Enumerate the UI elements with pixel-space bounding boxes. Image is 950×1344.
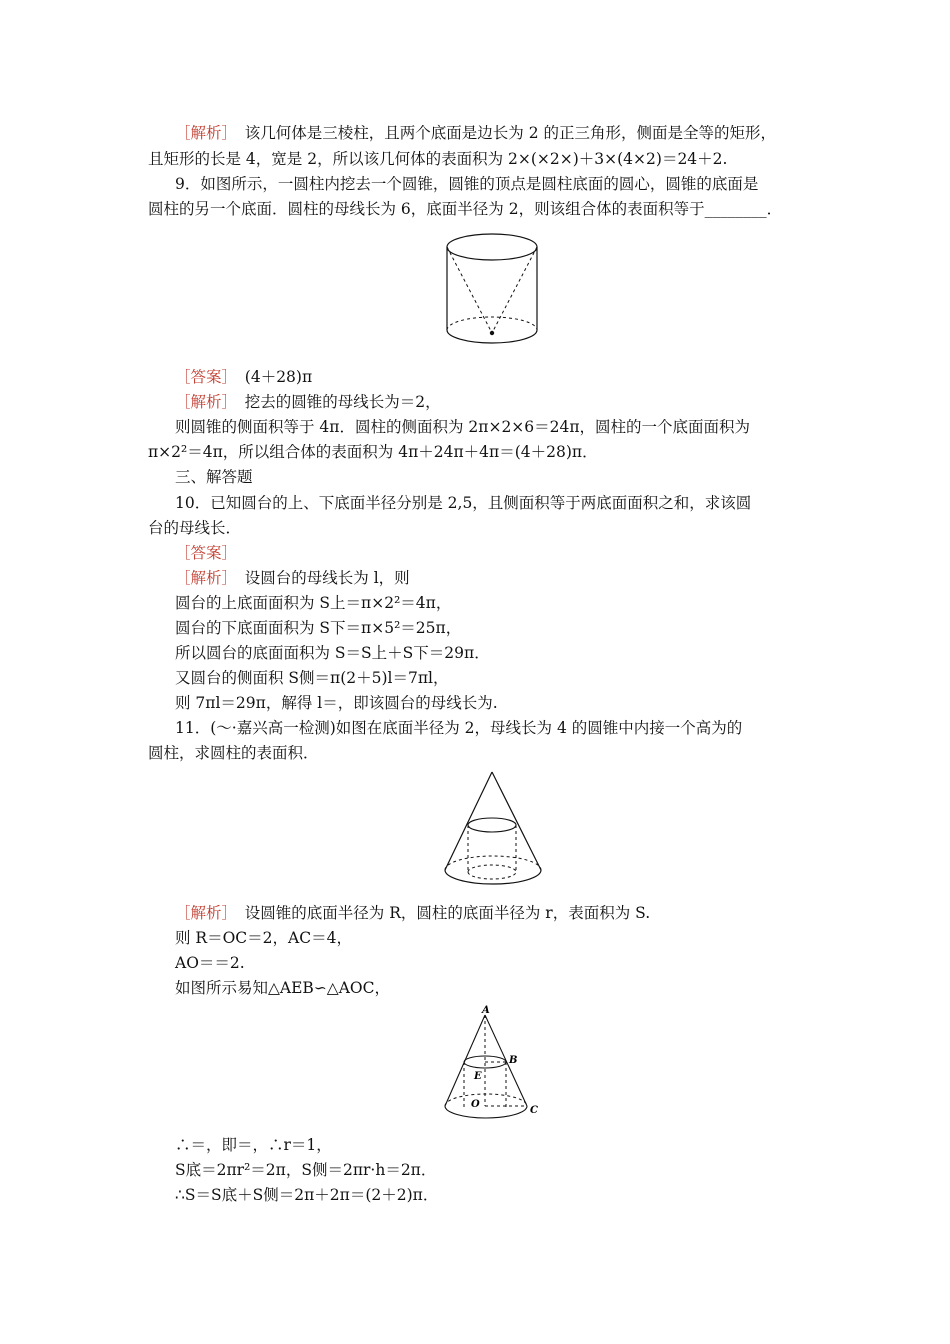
analysis-11-line-2: 则 R＝OC＝2，AC＝4， [175,929,352,947]
analysis-11-line-5: ∴＝，即＝，∴r＝1， [175,1136,332,1154]
analysis-line-1 [175,124,776,142]
label-o: O [471,1099,480,1110]
analysis-tag: ［解析］ [175,569,230,587]
cone-cylinder-figure [440,768,550,890]
question-11-line-2: 圆柱，求圆柱的表面积． [148,744,319,762]
analysis-tag: ［解析］ [175,904,230,922]
analysis-10-line-2: 圆台的上底面面积为 S上＝π×2²＝4π， [175,594,452,612]
analysis-tag: ［解析］ [175,393,230,411]
label-b: B [509,1055,518,1066]
analysis-9-line-2: 则圆锥的侧面积等于 4π．圆柱的侧面积为 2π×2×6＝24π，圆柱的一个底面面积为 [175,418,751,436]
analysis-tag: ［解析］ [175,124,230,142]
label-c: C [530,1105,538,1116]
label-e: E [474,1071,482,1082]
answer-tag: ［答案］ [175,368,230,386]
analysis-9-text: 挖去的圆锥的母线长为＝2， [244,393,441,411]
analysis-9-line-1 [175,393,441,411]
question-10-line-2: 台的母线长． [148,519,242,537]
labeled-cone-figure [440,1003,550,1123]
analysis-10-text: 设圆台的母线长为 l，则 [244,569,410,587]
answer-9-line [175,368,312,386]
analysis-11-line-4: 如图所示易知△AEB∽△AOC， [175,979,390,997]
label-a: A [482,1005,490,1016]
analysis-11-line-1 [175,904,650,922]
analysis-10-line-4: 所以圆台的底面面积为 S＝S上＋S下＝29π． [175,644,490,662]
answer-10-line [175,544,237,562]
analysis-10-line-6: 则 7πl＝29π，解得 l＝，即该圆台的母线长为. [175,694,498,712]
answer-9-value: (4＋28)π [244,368,313,386]
analysis-10-line-3: 圆台的下底面面积为 S下＝π×5²＝25π， [175,619,462,637]
analysis-10-line-5: 又圆台的侧面积 S侧＝π(2＋5)l＝7πl， [175,669,449,687]
analysis-11-line-3: AO＝＝2. [175,954,245,972]
analysis-line-2: 且矩形的长是 4，宽是 2，所以该几何体的表面积为 2×(×2×)＋3×(4×2)＝24＋2. [148,150,728,168]
analysis-11-line-6: S底＝2πr²＝2π，S侧＝2πr·h＝2π． [175,1161,437,1179]
analysis-11-line-7: ∴S＝S底＋S侧＝2π＋2π＝(2＋2)π． [175,1186,439,1204]
analysis-11-text: 设圆锥的底面半径为 R，圆柱的底面半径为 r，表面积为 S. [244,904,651,922]
question-11-line-1: 11．(～·嘉兴高一检测)如图在底面半径为 2，母线长为 4 的圆锥中内接一个高为的 [175,719,743,737]
question-9-line-1: 9．如图所示，一圆柱内挖去一个圆锥，圆锥的顶点是圆柱底面的圆心，圆锥的底面是 [175,175,759,193]
question-10-line-1: 10．已知圆台的上、下底面半径分别是 2,5，且侧面积等于两底面面积之和，求该圆 [175,494,752,512]
analysis-10-line-1 [175,569,410,587]
analysis-text: 该几何体是三棱柱，且两个底面是边长为 2 的正三角形，侧面是全等的矩形， [244,124,776,142]
question-9-line-2: 圆柱的另一个底面．圆柱的母线长为 6，底面半径为 2，则该组合体的表面积等于________． [148,200,783,218]
section-heading: 三、解答题 [175,468,253,486]
cylinder-cone-figure [440,225,545,355]
analysis-9-line-3: π×2²＝4π，所以组合体的表面积为 4π＋24π＋4π＝(4＋28)π． [148,443,598,461]
answer-tag: ［答案］ [175,544,238,562]
